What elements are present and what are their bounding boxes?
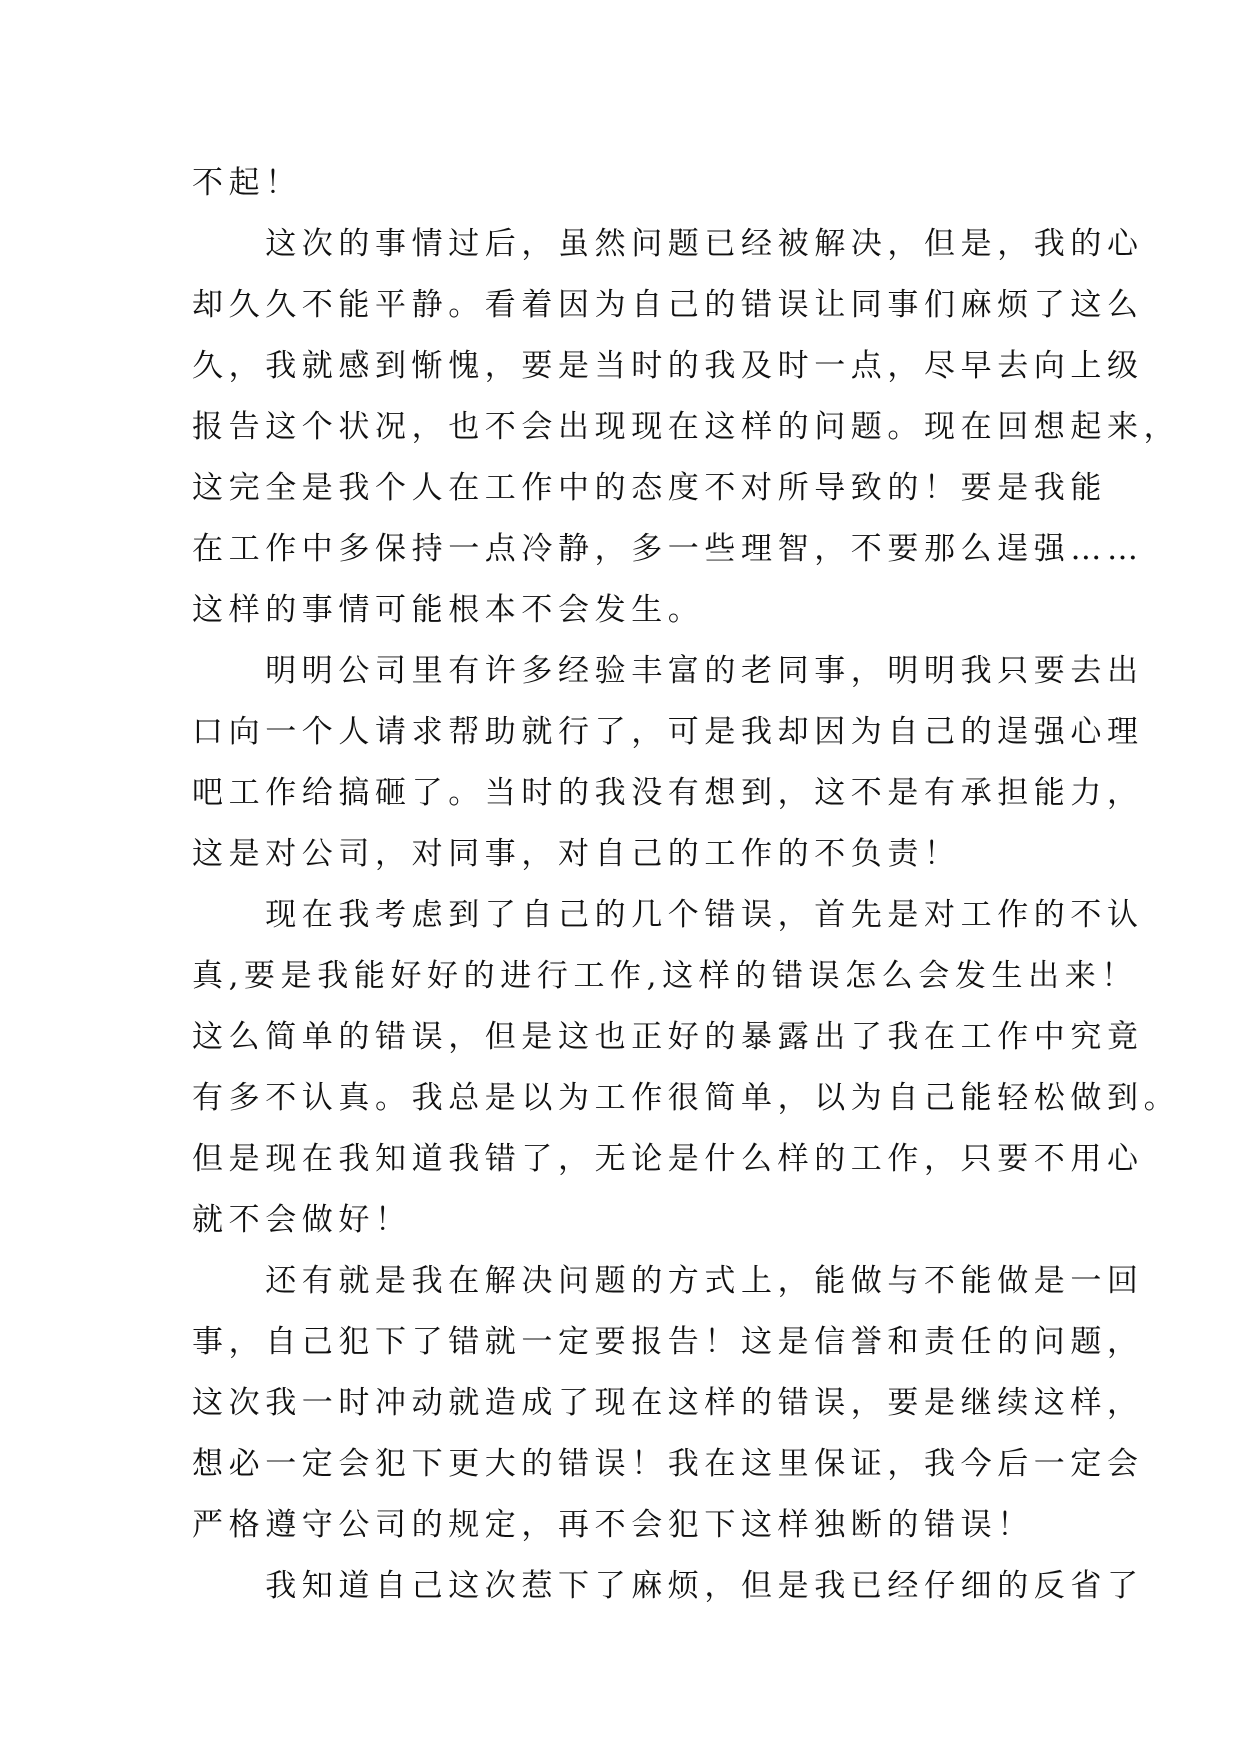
text-line: 口向一个人请求帮助就行了，可是我却因为自己的逞强心理	[192, 714, 1144, 750]
text-line: 这次我一时冲动就造成了现在这样的错误，要是继续这样，	[192, 1385, 1144, 1421]
text-line: 久，我就感到惭愧，要是当时的我及时一点，尽早去向上级	[192, 348, 1144, 384]
text-line: 却久久不能平静。看着因为自己的错误让同事们麻烦了这么	[192, 287, 1144, 323]
text-line: 明明公司里有许多经验丰富的老同事，明明我只要去出	[192, 653, 1144, 689]
text-line: 想必一定会犯下更大的错误！我在这里保证，我今后一定会	[192, 1446, 1144, 1482]
document-body	[192, 153, 1181, 1617]
text-line: 事，自己犯下了错就一定要报告！这是信誉和责任的问题，	[192, 1324, 1144, 1360]
text-line: 这样的事情可能根本不会发生。	[192, 592, 705, 628]
text-line: 现在我考虑到了自己的几个错误，首先是对工作的不认	[192, 897, 1144, 933]
text-line: 我知道自己这次惹下了麻烦，但是我已经仔细的反省了	[192, 1568, 1144, 1604]
text-line: 就不会做好！	[192, 1202, 412, 1238]
text-line: 吧工作给搞砸了。当时的我没有想到，这不是有承担能力，	[192, 775, 1144, 811]
text-line: 但是现在我知道我错了，无论是什么样的工作，只要不用心	[192, 1141, 1144, 1177]
text-line: 有多不认真。我总是以为工作很简单，以为自己能轻松做到。	[192, 1080, 1181, 1116]
text-line: 不起！	[192, 165, 302, 201]
text-line: 这么简单的错误，但是这也正好的暴露出了我在工作中究竟	[192, 1019, 1144, 1055]
text-line: 真,要是我能好好的进行工作,这样的错误怎么会发生出来！	[192, 958, 1138, 994]
text-line: 报告这个状况，也不会出现现在这样的问题。现在回想起来，	[192, 409, 1181, 445]
text-line: 这完全是我个人在工作中的态度不对所导致的！要是我能	[192, 470, 1107, 506]
text-line: 还有就是我在解决问题的方式上，能做与不能做是一回	[192, 1263, 1144, 1299]
text-line: 严格遵守公司的规定，再不会犯下这样独断的错误！	[192, 1507, 1034, 1543]
text-line: 在工作中多保持一点冷静，多一些理智，不要那么逞强……	[192, 531, 1144, 567]
text-line: 这次的事情过后，虽然问题已经被解决，但是，我的心	[192, 226, 1144, 262]
text-line: 这是对公司，对同事，对自己的工作的不负责！	[192, 836, 961, 872]
